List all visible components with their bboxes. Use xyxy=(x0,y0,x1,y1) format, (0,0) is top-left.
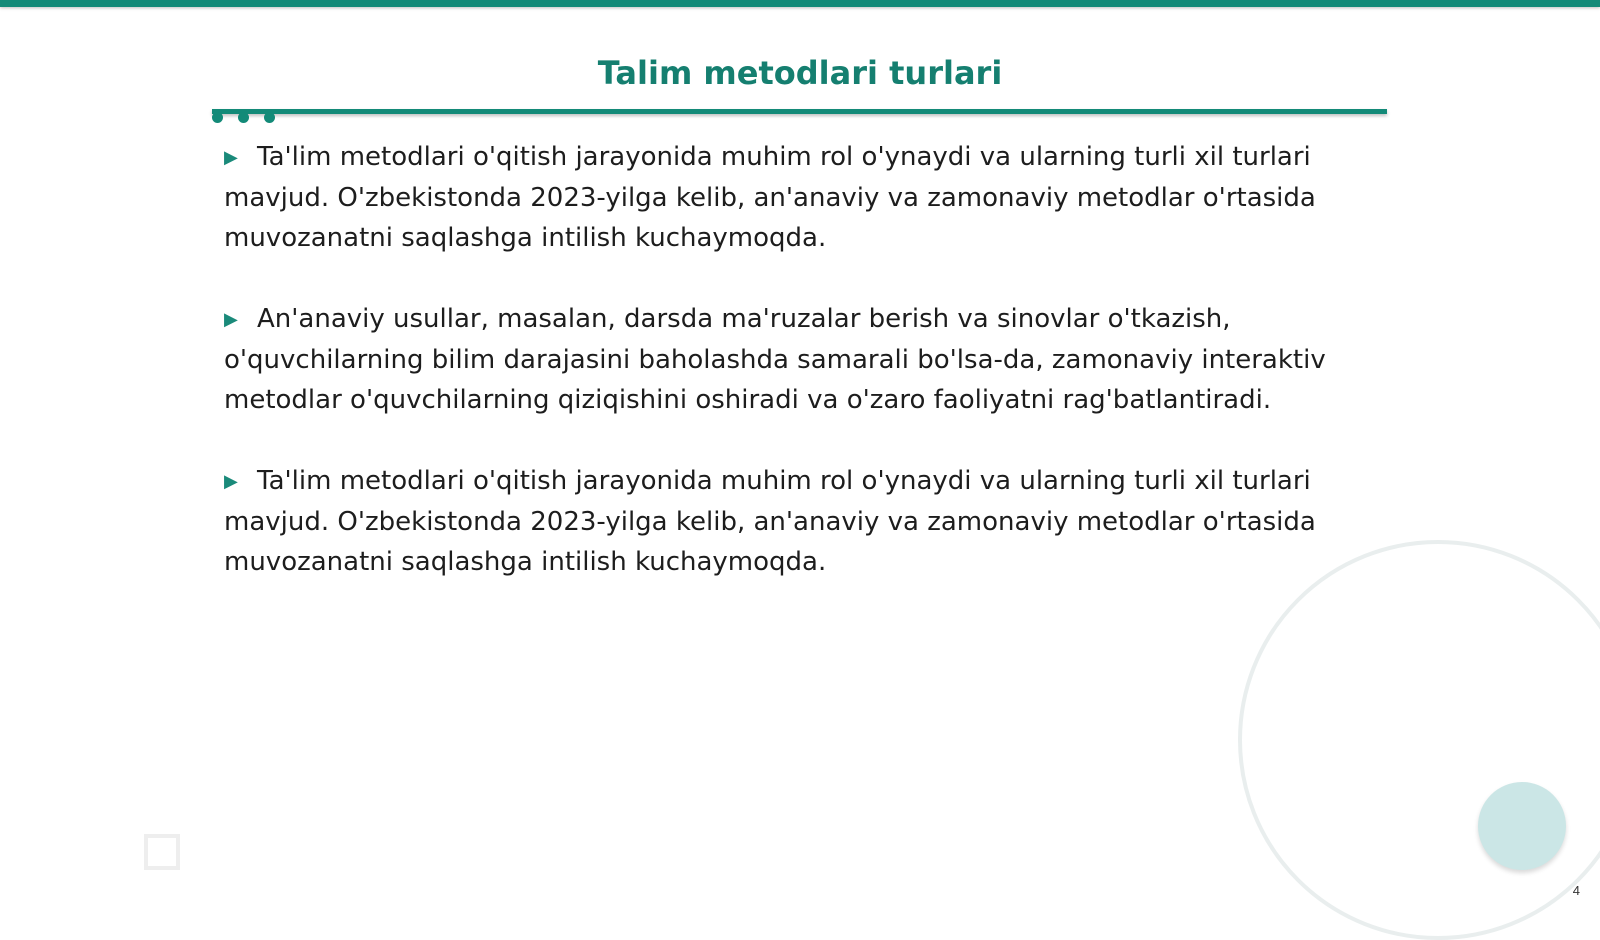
bullet-item-2 xyxy=(224,299,1374,420)
decor-dot-3 xyxy=(264,112,275,123)
decor-bubble xyxy=(1478,782,1566,870)
bullet-item-3 xyxy=(224,461,1374,582)
top-accent-band xyxy=(0,0,1600,7)
bullet-text-2: An'anaviy usullar, masalan, darsda ma'ruzalar berish va sinovlar o'tkazish, o'quvchilarning bilim darajasini baholashda samarali bo'lsa-da, zamonaviy interaktiv metodlar o'quvchilarning qiziqishini oshiradi va o'zaro faoliyatni rag'batlantiradi. xyxy=(224,304,1326,415)
slide-title: Talim metodlari turlari xyxy=(597,54,1003,92)
bullet-text-3: Ta'lim metodlari o'qitish jarayonida muhim rol o'ynaydi va ularning turli xil turlari mavjud. O'zbekistonda 2023-yilga kelib, an'anaviy va zamonaviy metodlar o'rtasida muvozanatni saqlashga intilish kuchaymoqda. xyxy=(224,466,1316,577)
bullet-text-1: Ta'lim metodlari o'qitish jarayonida muhim rol o'ynaydi va ularning turli xil turlari mavjud. O'zbekistonda 2023-yilga kelib, an'anaviy va zamonaviy metodlar o'rtasida muvozanatni saqlashga intilish kuchaymoqda. xyxy=(224,142,1316,253)
bullet-item-1 xyxy=(224,137,1374,258)
triangle-bullet-icon: ▶ xyxy=(224,471,238,492)
title-underline xyxy=(212,109,1387,114)
triangle-bullet-icon: ▶ xyxy=(224,309,238,330)
decor-square-outline xyxy=(144,834,180,870)
page-number: 4 xyxy=(1572,883,1580,898)
decor-dot-1 xyxy=(212,112,223,123)
bullet-list xyxy=(224,137,1374,623)
triangle-bullet-icon: ▶ xyxy=(224,147,238,168)
decor-dot-2 xyxy=(238,112,249,123)
